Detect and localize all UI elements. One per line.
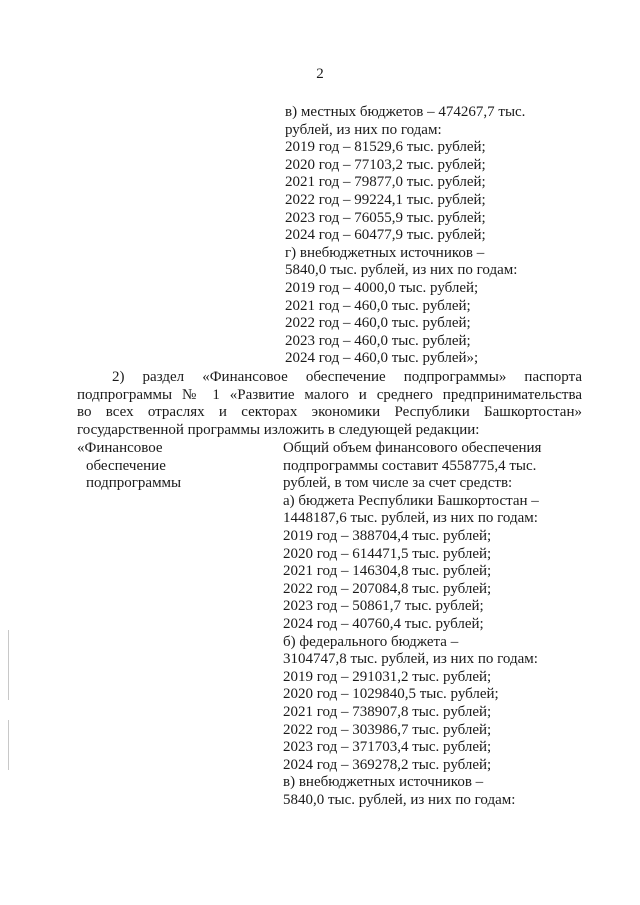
paragraph-line: 2) раздел «Финансовое обеспечение подпрограммы» паспорта (112, 369, 582, 385)
text-line: 5840,0 тыс. рублей, из них по годам: (285, 262, 518, 279)
page-number: 2 (316, 66, 324, 82)
text-line: в) местных бюджетов – 474267,7 тыс. (285, 104, 526, 120)
label-line: подпрограммы (86, 475, 182, 492)
paragraph-line: государственной программы изложить в следующей редакции: (77, 421, 480, 438)
text-line: Общий объем финансового обеспечения (283, 440, 542, 456)
text-line: 2023 год – 50861,7 тыс. рублей; (283, 598, 484, 615)
label-line: обеспечение (86, 457, 166, 474)
text-line: 2023 год – 460,0 тыс. рублей; (285, 332, 471, 349)
text-line: 2021 год – 79877,0 тыс. рублей; (285, 174, 486, 191)
text-line: в) внебюджетных источников – (283, 774, 484, 791)
text-line: 2022 год – 460,0 тыс. рублей; (285, 315, 471, 332)
text-line: 2019 год – 81529,6 тыс. рублей; (285, 139, 486, 156)
text-line: 2024 год – 369278,2 тыс. рублей; (283, 756, 492, 773)
text-line: 3104747,8 тыс. рублей, из них по годам: (283, 651, 538, 668)
text-line: рублей, из них по годам: (285, 121, 442, 138)
text-line: 2019 год – 4000,0 тыс. рублей; (285, 279, 479, 296)
label-line: «Финансовое (77, 440, 163, 456)
text-line: 2020 год – 77103,2 тыс. рублей; (285, 156, 486, 173)
text-line: рублей, в том числе за счет средств: (283, 475, 513, 492)
text-line: 2024 год – 40760,4 тыс. рублей; (283, 615, 484, 632)
text-line: 2024 год – 60477,9 тыс. рублей; (285, 227, 486, 244)
paragraph-line: подпрограммы № 1 «Развитие малого и среднего предпринимательства (77, 386, 582, 403)
text-line: 2020 год – 614471,5 тыс. рублей; (283, 545, 492, 562)
text-line: 2020 год – 1029840,5 тыс. рублей; (283, 686, 499, 703)
text-line: 2022 год – 99224,1 тыс. рублей; (285, 191, 486, 208)
scan-edge-mark (8, 720, 9, 770)
text-line: 2019 год – 388704,4 тыс. рублей; (283, 527, 492, 544)
paragraph-line: во всех отраслях и секторах экономики Республики Башкортостан» (77, 404, 582, 420)
text-line: 2021 год – 738907,8 тыс. рублей; (283, 703, 492, 720)
text-line: 2023 год – 371703,4 тыс. рублей; (283, 739, 492, 756)
section-label (77, 440, 277, 493)
text-line: 2019 год – 291031,2 тыс. рублей; (283, 668, 492, 685)
text-line: 2021 год – 146304,8 тыс. рублей; (283, 563, 492, 580)
amendment-paragraph (77, 369, 582, 439)
text-line: 2024 год – 460,0 тыс. рублей»; (285, 350, 479, 367)
text-line: 2021 год – 460,0 тыс. рублей; (285, 297, 471, 314)
text-line: а) бюджета Республики Башкортостан – (283, 492, 539, 509)
text-line: подпрограммы составит 4558775,4 тыс. (283, 457, 537, 474)
text-line: 2023 год – 76055,9 тыс. рублей; (285, 209, 486, 226)
scan-edge-mark (8, 630, 9, 700)
local-budget-funding-block (285, 104, 585, 368)
text-line: г) внебюджетных источников – (285, 244, 485, 261)
text-line: 5840,0 тыс. рублей, из них по годам: (283, 791, 516, 808)
text-line: б) федерального бюджета – (283, 633, 459, 650)
text-line: 2022 год – 303986,7 тыс. рублей; (283, 721, 492, 738)
text-line: 2022 год – 207084,8 тыс. рублей; (283, 580, 492, 597)
financing-details (283, 440, 593, 809)
text-line: 1448187,6 тыс. рублей, из них по годам: (283, 510, 538, 527)
